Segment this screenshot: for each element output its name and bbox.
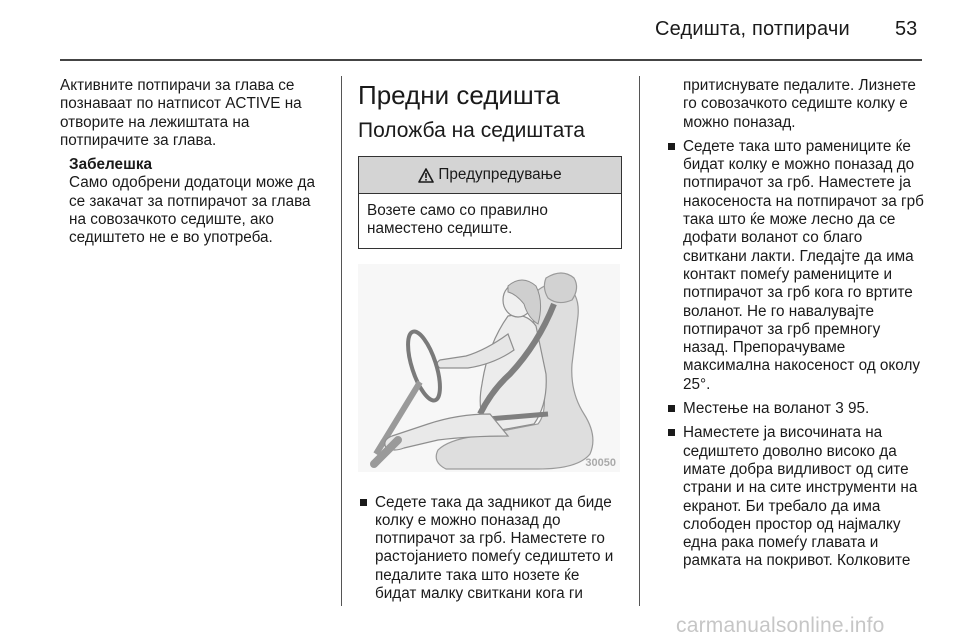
column-right <box>666 77 928 571</box>
warning-text: Возете само со правилно наместено седиште. <box>367 202 548 238</box>
page-number: 53 <box>895 18 918 40</box>
header-rule <box>60 59 922 61</box>
active-headrest-paragraph: Активните потпирачи за глава се познаваат по натписот ACTIVE на отворите на лежиштата на потпирачите за глава. <box>60 77 302 149</box>
note-block <box>69 156 328 247</box>
seat-bullet-list <box>358 494 623 604</box>
sub-heading: Положба на седиштата <box>358 119 585 142</box>
list-item: Седете така да задникот да биде колку е можно поназад до потпирачот за грб. Наместете го растојанието помеѓу седиштето и педалите така што нозете ќе бидат малку свиткани кога ги <box>358 494 623 604</box>
note-title: Забелешка <box>69 156 152 174</box>
seat-bullet-list-continued <box>666 138 928 571</box>
column-left <box>60 77 328 248</box>
seat-position-figure <box>358 264 620 472</box>
column-divider-left <box>341 76 342 606</box>
continued-paragraph: притиснувате педалите. Лизнете го совозачкото седиште колку е можно поназад. <box>683 77 916 131</box>
page-header-title: Седишта, потпирачи <box>655 18 850 40</box>
list-item: Седете така што рамениците ќе бидат колку е можно поназад до потпирачот за грб. Наместете ја накосеноста на потпирачот за грб така што ќе може лесно да се дофати воланот со благо свиткани лакти. Гледајте да има контакт помеѓу рамениците и потпирачот за грб кога го вртите воланот. Не го навалувајте потпирачот за грб премногу назад. Препорачуваме максимална накосеност од околу 25°. <box>666 138 928 394</box>
warning-box <box>358 156 622 249</box>
warning-title: Предупредување <box>438 166 562 183</box>
list-item: Местење на воланот 3 95. <box>666 400 928 418</box>
warning-triangle-icon <box>418 168 434 183</box>
section-heading: Предни седишта <box>358 80 560 110</box>
column-divider-right <box>639 76 640 606</box>
watermark: carmanualsonline.info <box>676 614 885 637</box>
note-text: Само одобрени додатоци може да се закачат за потпирачот за глава на совозачкото седиште, ако седиштето не е во употреба. <box>69 174 315 247</box>
figure-number: 30050 <box>585 456 616 469</box>
list-item: Наместете ја височината на седиштето доволно високо да имате добра видливост од сите страни и на сите инструменти на екранот. Би требало да има слободен простор од најмалку една рака помеѓу главата и рамката на покривот. Колковите <box>666 424 928 570</box>
driver-seating-illustration <box>358 264 620 472</box>
column-middle <box>358 80 623 603</box>
warning-header <box>359 157 621 194</box>
